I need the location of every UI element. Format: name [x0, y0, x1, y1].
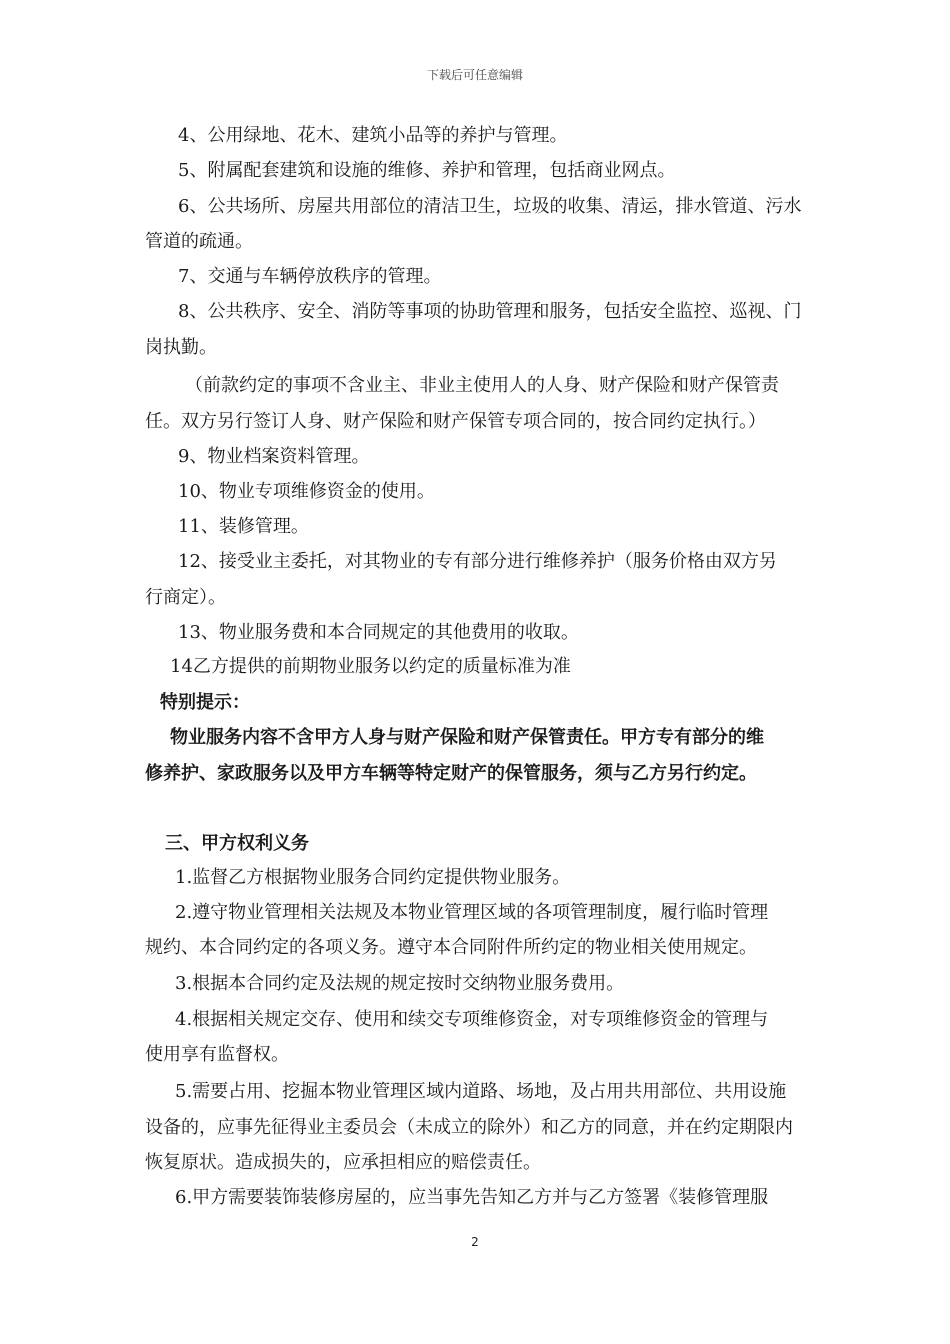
- page-header: 下载后可任意编辑: [426, 68, 523, 82]
- text-line: 管道的疏通。: [145, 231, 253, 252]
- text-line: 6、公共场所、房屋共用部位的清洁卫生，垃圾的收集、清运，排水管道、污水: [178, 196, 802, 217]
- text-line: 13、物业服务费和本合同规定的其他费用的收取。: [178, 622, 579, 643]
- text-line: 14乙方提供的前期物业服务以约定的质量标准为准: [170, 656, 571, 677]
- text-line: 12、接受业主委托，对其物业的专有部分进行维修养护（服务价格由双方另: [178, 551, 777, 572]
- section-heading: 三、甲方权利义务: [165, 833, 309, 854]
- text-line: 设备的，应事先征得业主委员会（未成立的除外）和乙方的同意，并在约定期限内: [145, 1117, 793, 1138]
- text-line: 5、附属配套建筑和设施的维修、养护和管理，包括商业网点。: [178, 160, 676, 181]
- text-line: 恢复原状。造成损失的，应承担相应的赔偿责任。: [145, 1152, 541, 1173]
- special-notice-title: 特别提示：: [160, 692, 250, 713]
- text-line: 1.监督乙方根据物业服务合同约定提供物业服务。: [175, 867, 571, 888]
- text-line: 规约、本合同约定的各项义务。遵守本合同附件所约定的物业相关使用规定。: [145, 937, 757, 958]
- text-line: 4、公用绿地、花木、建筑小品等的养护与管理。: [178, 125, 568, 146]
- text-line: 4.根据相关规定交存、使用和续交专项维修资金，对专项维修资金的管理与: [175, 1009, 769, 1030]
- text-line: 6.甲方需要装饰装修房屋的，应当事先告知乙方并与乙方签署《装修管理服: [175, 1187, 769, 1208]
- text-line: 9、物业档案资料管理。: [178, 446, 370, 467]
- special-notice-text: 修养护、家政服务以及甲方车辆等特定财产的保管服务，须与乙方另行约定。: [145, 763, 757, 784]
- text-line: 3.根据本合同约定及法规的规定按时交纳物业服务费用。: [175, 973, 625, 994]
- text-line: 任。双方另行签订人身、财产保险和财产保管专项合同的，按合同约定执行。）: [145, 411, 766, 432]
- text-line: 10、物业专项维修资金的使用。: [178, 481, 435, 502]
- text-line: 5.需要占用、挖掘本物业管理区域内道路、场地，及占用共用部位、共用设施: [175, 1081, 787, 1102]
- text-line: 8、公共秩序、安全、消防等事项的协助管理和服务，包括安全监控、巡视、门: [178, 301, 802, 322]
- text-line: 岗执勤。: [145, 337, 217, 358]
- special-notice-text: 物业服务内容不含甲方人身与财产保险和财产保管责任。甲方专有部分的维: [170, 727, 764, 748]
- text-line: 2.遵守物业管理相关法规及本物业管理区域的各项管理制度，履行临时管理: [175, 902, 769, 923]
- text-line: 7、交通与车辆停放秩序的管理。: [178, 266, 442, 287]
- text-line: 11、装修管理。: [178, 516, 309, 537]
- text-line: 使用享有监督权。: [145, 1044, 289, 1065]
- text-line: （前款约定的事项不含业主、非业主使用人的人身、财产保险和财产保管责: [185, 375, 779, 396]
- text-line: 行商定）。: [145, 587, 226, 608]
- page-number: 2: [471, 1235, 479, 1249]
